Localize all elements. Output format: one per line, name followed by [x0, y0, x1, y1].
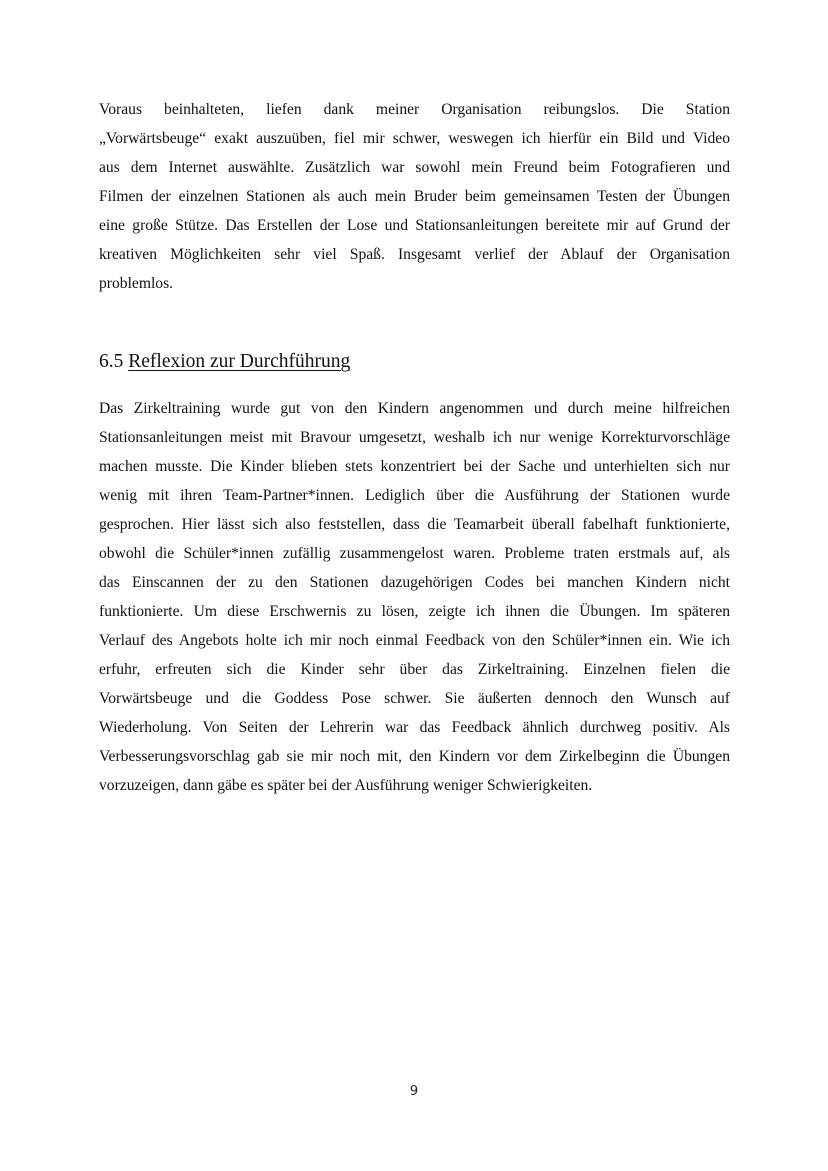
text-line: gesprochen. Hier lässt sich also feststellen, dass die Teamarbeit überall fabelhaft funktionierte, [99, 516, 730, 533]
section-heading [99, 348, 350, 376]
text-line: erfuhr, erfreuten sich die Kinder sehr über das Zirkeltraining. Einzelnen fielen die [99, 661, 730, 678]
text-line: kreativen Möglichkeiten sehr viel Spaß. Insgesamt verlief der Ablauf der Organisation [99, 246, 730, 263]
text-line: machen musste. Die Kinder blieben stets konzentriert bei der Sache und unterhielten sich nur [99, 458, 730, 475]
text-line: eine große Stütze. Das Erstellen der Lose und Stationsanleitungen bereitete mir auf Grund der [99, 217, 730, 234]
text-line: aus dem Internet auswählte. Zusätzlich war sowohl mein Freund beim Fotografieren und [99, 159, 730, 176]
text-line: Verbesserungsvorschlag gab sie mir noch mit, den Kindern vor dem Zirkelbeginn die Übungen [99, 748, 730, 765]
text-line: Voraus beinhalteten, liefen dank meiner Organisation reibungslos. Die Station [99, 101, 730, 118]
text-line: das Einscannen der zu den Stationen dazugehörigen Codes bei manchen Kindern nicht [99, 574, 730, 591]
section-number: 6.5 [99, 351, 124, 372]
text-line: Filmen der einzelnen Stationen als auch mein Bruder beim gemeinsamen Testen der Übungen [99, 188, 730, 205]
text-line: Wiederholung. Von Seiten der Lehrerin war das Feedback ähnlich durchweg positiv. Als [99, 719, 730, 736]
section-title: Reflexion zur Durchführung [128, 351, 351, 372]
text-line: funktionierte. Um diese Erschwernis zu lösen, zeigte ich ihnen die Übungen. Im späteren [99, 603, 730, 620]
page-number: 9 [409, 1084, 419, 1099]
text-line: Das Zirkeltraining wurde gut von den Kindern angenommen und durch meine hilfreichen [99, 400, 730, 417]
text-line: obwohl die Schüler*innen zufällig zusammengelost waren. Probleme traten erstmals auf, als [99, 545, 730, 562]
text-line: vorzuzeigen, dann gäbe es später bei der Ausführung weniger Schwierigkeiten. [99, 777, 593, 794]
text-line: Verlauf des Angebots holte ich mir noch einmal Feedback von den Schüler*innen ein. Wie ich [99, 632, 730, 649]
text-line: „Vorwärtsbeuge“ exakt auszuüben, fiel mir schwer, weswegen ich hierfür ein Bild und Video [99, 130, 730, 147]
paragraph-organisation [99, 95, 730, 298]
paragraph-reflexion [99, 394, 730, 800]
text-line: Vorwärtsbeuge und die Goddess Pose schwer. Sie äußerten dennoch den Wunsch auf [99, 690, 730, 707]
text-line: problemlos. [99, 275, 174, 292]
text-line: wenig mit ihren Team-Partner*innen. Lediglich über die Ausführung der Stationen wurde [99, 487, 730, 504]
text-line: Stationsanleitungen meist mit Bravour umgesetzt, weshalb ich nur wenige Korrekturvorschläge [99, 429, 730, 446]
